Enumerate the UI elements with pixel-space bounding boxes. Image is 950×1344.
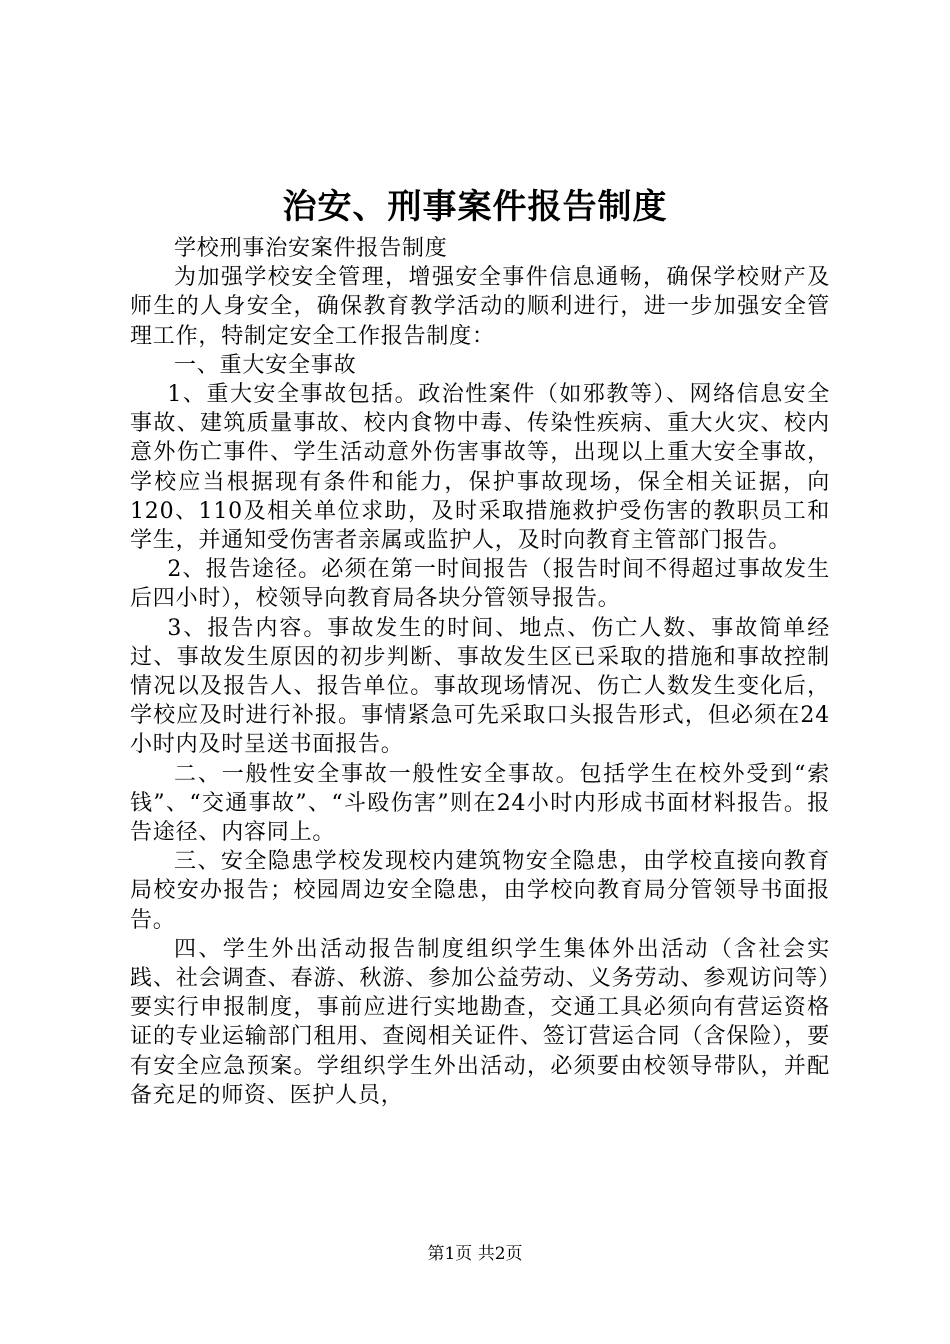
document-body bbox=[130, 234, 830, 1110]
paragraph-intro: 为加强学校安全管理，增强安全事件信息通畅，确保学校财产及师生的人身安全，确保教育教学活动的顺利进行，进一步加强安全管理工作，特制定安全工作报告制度： bbox=[130, 265, 830, 349]
section-heading-major-accident: 一、重大安全事故 bbox=[174, 352, 357, 378]
paragraph-item-3: 3、报告内容。事故发生的时间、地点、伤亡人数、事故简单经过、事故发生原因的初步判断、事故发生区已采取的措施和事故控制情况以及报告人、报告单位。事故现场情况、伤亡人数发生变化后，学校应及时进行补报。事情紧急可先采取口头报告形式，但必须在24小时内及时呈送书面报告。 bbox=[130, 615, 830, 758]
document-title: 治安、刑事案件报告制度 bbox=[282, 187, 668, 227]
paragraph-item-1: 1、重大安全事故包括。政治性案件（如邪教等）、网络信息安全事故、建筑质量事故、校内食物中毒、传染性疾病、重大火灾、校内意外伤亡事件、学生活动意外伤害事故等，出现以上重大安全事故，学校应当根据现有条件和能力，保护事故现场，保全相关证据，向120、110及相关单位求助，及时采取措施救护受伤害的教职员工和学生，并通知受伤害者亲属或监护人，及时向教育主管部门报告。 bbox=[130, 382, 830, 554]
paragraph-section-3: 三、安全隐患学校发现校内建筑物安全隐患，由学校直接向教育局校安办报告；校园周边安全隐患，由学校向教育局分管领导书面报告。 bbox=[130, 849, 830, 933]
paragraph-section-2: 二、一般性安全事故一般性安全事故。包括学生在校外受到“索钱”、“交通事故”、“斗殴伤害”则在24小时内形成书面材料报告。报告途径、内容同上。 bbox=[130, 761, 830, 846]
page-number-footer: 第1页 共2页 bbox=[427, 1244, 523, 1264]
paragraph-section-4: 四、学生外出活动报告制度组织学生集体外出活动（含社会实践、社会调查、春游、秋游、参加公益劳动、义务劳动、参观访问等）要实行申报制度，事前应进行实地勘查，交通工具必须向有营运资格证的专业运输部门租用、查阅相关证件、签订营运合同（含保险），要有安全应急预案。学组织学生外出活动，必须要由校领导带队，并配备充足的师资、医护人员， bbox=[130, 936, 830, 1108]
paragraph-item-2: 2、报告途径。必须在第一时间报告（报告时间不得超过事故发生后四小时），校领导向教育局各块分管领导报告。 bbox=[130, 557, 830, 612]
paragraph-subtitle: 学校刑事治安案件报告制度 bbox=[174, 236, 448, 261]
